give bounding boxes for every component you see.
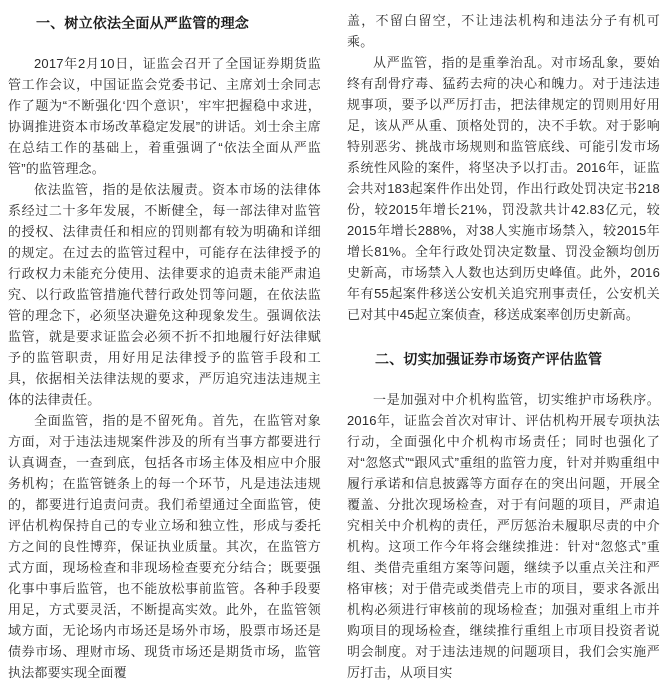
paragraph: 2017年2月10日，证监会召开了全国证券期货监管工作会议，中国证监会党委书记、主席刘士余同志作了题为“不断强化‘四个意识’，牢牢把握稳中求进，协调推进资本市场改革稳定发展”的讲话。刘士余主席在总结工作的基础上，着重强调了“依法全面从严监管”的监管理念。 (8, 56, 321, 176)
paragraph: 全面监管，指的是不留死角。首先，在监管对象方面，对于违法违规案件涉及的所有当事方都要进行认真调查，一查到底，包括各市场主体及相应中介服务机构；在监管链条上的每一个环节，凡是违法违规的，都要进行追责问责。我们希望通过全面监管，使评估机构保持自己的专业立场和独立性，形成与委托方之间的良性博弈，保证执业质量。其次，在监管方式方面，现场检查和非现场检查要充分结合；既要强化事中事后监管，也不能放松事前监管。各种手段要用足，方式要灵活，不断提高实效。此外，在监管领域方面，无论场内市场还是场外市场，股票市场还是债券市场、理财市场、现货市场还是期货市场，监管执法都要实现全面覆 (8, 413, 321, 680)
column-right (347, 10, 660, 680)
paragraph: 从严监管，指的是重拳治乱。对市场乱象，要始终有刮骨疗毒、猛药去疴的决心和魄力。对于违法违规事项，要予以严厉打击，把法律规定的罚则用好用足，该从严从重、顶格处罚的，决不手软。对于影响特别恶劣、挑战市场规则和监管底线、可能引发市场系统性风险的案件，将坚决予以打击。2016年，证监会共对183起案件作出处罚，作出行政处罚决定书218份，较2015年增长21%，罚没款共计42.83亿元，较2015年增长288%，对38人实施市场禁入，较2015年增长81%。全年行政处罚决定数量、罚没金额均创历史新高，市场禁入人数也达到历史峰值。此外，2016年有55起案件移送公安机关追究刑事责任，公安机关已对其中45起立案侦查，移送成案率创历史新高。 (347, 55, 660, 322)
paragraph: 一是加强对中介机构监管，切实维护市场秩序。2016年，证监会首次对审计、评估机构开展专项执法行动，全面强化中介机构市场责任；同时也强化了对“忽悠式”“跟风式”重组的监管力度，针对并购重组中履行承诺和信息披露等方面存在的突出问题，开展全覆盖、分批次现场检查，对于有问题的项目，严肃追究相关中介机构的责任，严厉惩治未履职尽责的中介机构。这项工作今年将会继续推进：针对“忽悠式”重组、类借壳重组方案等问题，继续予以重点关注和严格审核；对于借壳或类借壳上市的项目，要求各派出机构必须进行审核前的现场检查；加强对重组上市并购项目的现场检查，继续推行重组上市项目投资者说明会制度。对于违法违规的问题项目，我们会实施严厉打击，从项目实 (347, 392, 660, 680)
section-heading: 一、树立依法全面从严监管的理念 (36, 15, 249, 31)
section-heading: 二、切实加强证券市场资产评估监管 (375, 351, 603, 367)
column-left (8, 10, 321, 680)
paragraph: 依法监管，指的是依法履责。资本市场的法律体系经过二十多年发展，不断健全，每一部法律对监管的授权、法律责任和相应的罚则都有较为明确和详细的规定。在过去的监管过程中，可能存在法律授予的行政权力未能充分使用、法律要求的追责未能严肃追究、以行政监管措施代替行政处罚等问题，在依法监管的理念下，必须坚决避免这种现象发生。强调依法监管，就是要求证监会必须不折不扣地履行好法律赋予的监管职责，用好用足法律授予的监管手段和工具，依据相关法律法规的要求，严厉追究违法违规主体的法律责任。 (8, 182, 321, 407)
paragraph-continuation: 盖，不留白留空，不让违法机构和违法分子有机可乘。 (347, 13, 660, 49)
